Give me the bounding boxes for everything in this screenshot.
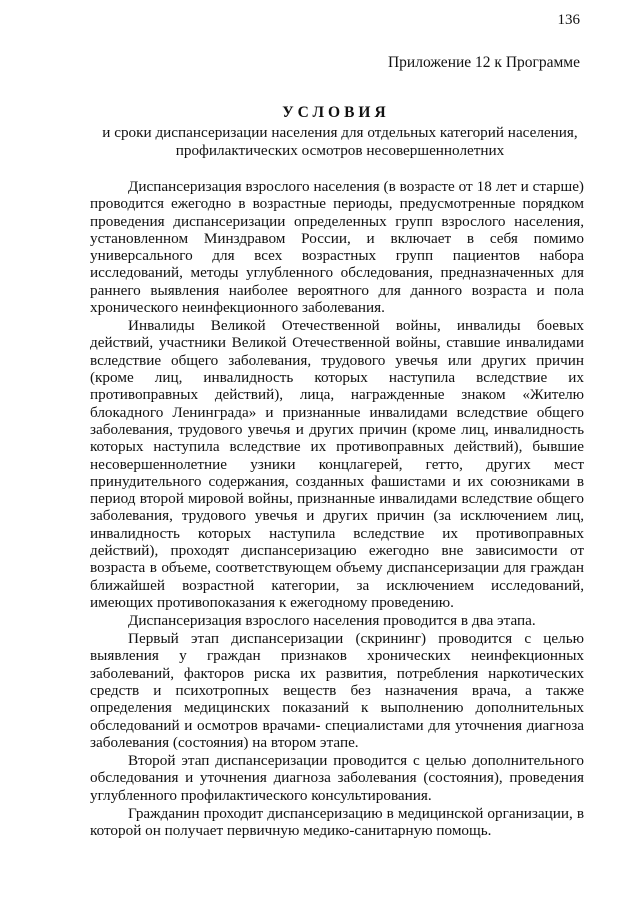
appendix-reference: Приложение 12 к Программе xyxy=(387,54,580,71)
document-body xyxy=(90,178,584,840)
page-number: 136 xyxy=(557,12,580,28)
paragraph: Второй этап диспансеризации проводится с целью дополнительного обследования и уточнения диагноза заболевания (состояния), проведения углубленного профилактического консультирования. xyxy=(90,751,584,804)
paragraph: Диспансеризация взрослого населения (в возрасте от 18 лет и старше) проводится ежегодно в возрастные периоды, предусмотренные порядком проведения диспансеризации определенных групп взрослого населения, установленном Минздравом России, и включает в себя помимо универсального для всех возрастных групп пациентов набора исследований, методы углубленного обследования, предназначенных для раннего выявления наиболее вероятного для данного возраста и пола хронического неинфекционного заболевания. xyxy=(90,178,584,317)
paragraph: Гражданин проходит диспансеризацию в медицинской организации, в которой он получает первичную медико-санитарную помощь. xyxy=(90,804,584,839)
paragraph: Первый этап диспансеризации (скрининг) проводится с целью выявления у граждан признаков хронических неинфекционных заболеваний, факторов риска их развития, потребления наркотических средств и психотропных веществ без назначения врача, а также определения медицинских показаний к выполнению дополнительных обследований и осмотров врачами- специалистами для уточнения диагноза заболевания (состояния) на втором этапе. xyxy=(90,630,584,751)
document-subtitle: и сроки диспансеризации населения для отдельных категорий населения, профилактических осмотров несовершеннолетних xyxy=(102,124,578,159)
paragraph: Диспансеризация взрослого населения проводится в два этапа. xyxy=(128,612,536,630)
paragraph: Инвалиды Великой Отечественной войны, инвалиды боевых действий, участники Великой Отечественной войны, ставшие инвалидами вследствие общего заболевания, трудового увечья или других причин (кроме лиц, инвалидность которых наступила вследствие их противоправных действий), лица, награжденные знаком «Жителю блокадного Ленинграда» и признанные инвалидами вследствие общего заболевания, трудового увечья и других причин (кроме лиц, инвалидность которых наступила вследствие их противоправных действий), бывшие несовершеннолетние узники концлагерей, гетто, других мест принудительного содержания, созданных фашистами и их союзниками в период второй мировой войны, признанные инвалидами вследствие общего заболевания, трудового увечья и других причин (за исключением лиц, инвалидность которых наступила вследствие их противоправных действий), проходят диспансеризацию ежегодно вне зависимости от возраста в объеме, соответствующем объему диспансеризации для граждан ближайшей возрастной категории, за исключением исследований, имеющих противопоказания к ежегодному проведению. xyxy=(90,317,584,611)
document-title: УСЛОВИЯ xyxy=(282,104,390,121)
